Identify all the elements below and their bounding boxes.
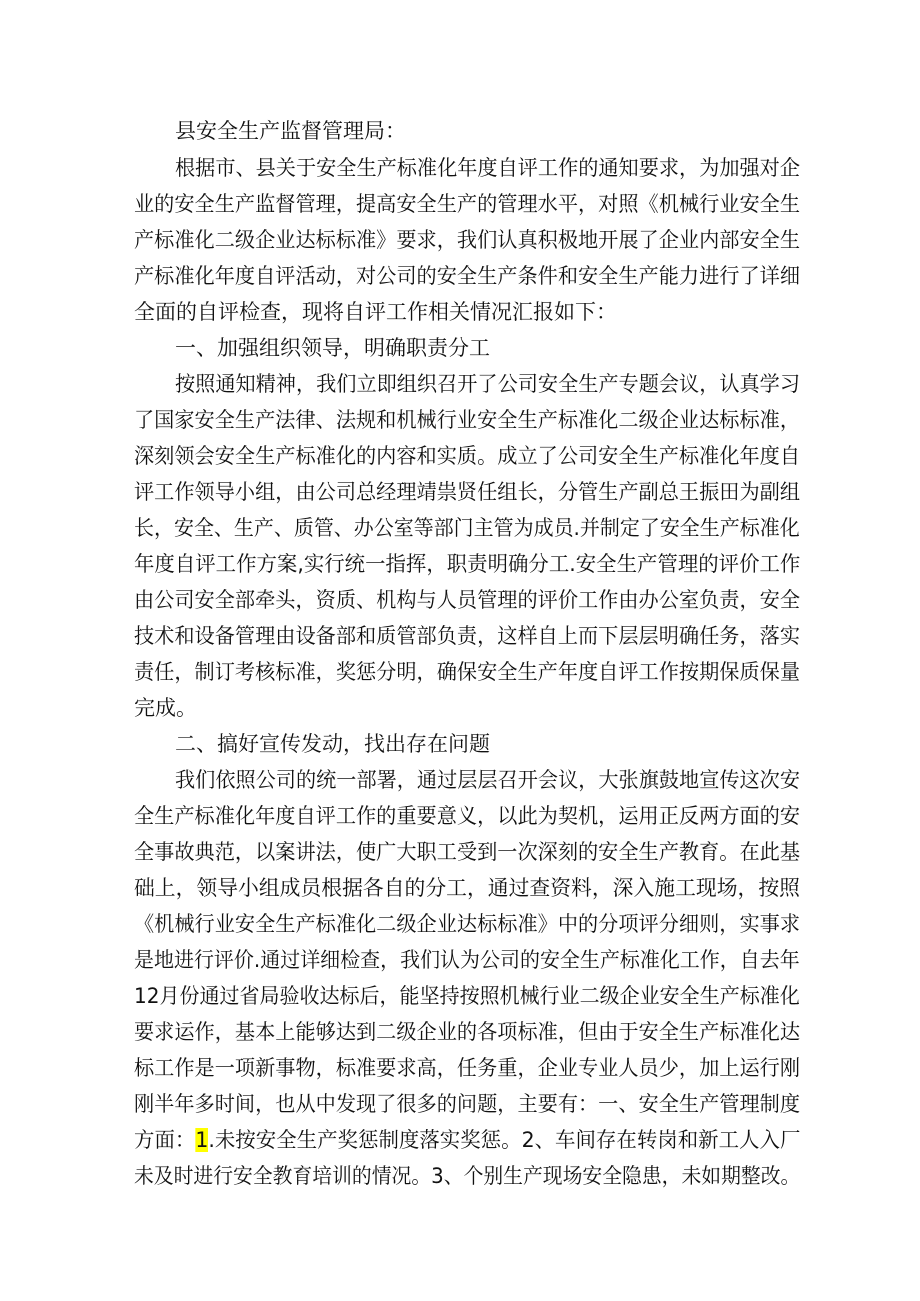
paragraph-line: 深刻领会安全生产标准化的内容和实质。成立了公司安全生产标准化年度自 (134, 444, 800, 468)
paragraph-line: 《机械行业安全生产标准化二级企业达标标准》中的分项评分细则，实事求 (134, 912, 800, 936)
paragraph-line: 产标准化年度自评活动，对公司的安全生产条件和安全生产能力进行了详细 (134, 264, 800, 288)
paragraph-line: 全事故典范，以案讲法，使广大职工受到一次深刻的安全生产教育。在此基 (134, 840, 800, 864)
paragraph-line: 我们依照公司的统一部署，通过层层召开会议，大张旗鼓地宣传这次安 (175, 768, 800, 792)
paragraph-line: 完成。 (134, 696, 197, 720)
paragraph-line: 按照通知精神，我们立即组织召开了公司安全生产专题会议，认真学习 (175, 372, 800, 396)
salutation: 县安全生产监督管理局： (175, 119, 406, 143)
section-heading-2: 二、搞好宣传发动，找出存在问题 (175, 732, 490, 756)
paragraph-line: 12月份通过省局验收达标后，能坚持按照机械行业二级企业安全生产标准化 (134, 984, 800, 1008)
paragraph-line: 全生产标准化年度自评工作的重要意义，以此为契机，运用正反两方面的安 (134, 804, 800, 828)
line-segment-before: 方面： (134, 1128, 196, 1152)
paragraph-line: 由公司安全部牵头，资质、机构与人员管理的评价工作由办公室负责，安全 (134, 588, 800, 612)
paragraph-line: 责任，制订考核标准，奖惩分明，确保安全生产年度自评工作按期保质保量 (134, 660, 800, 684)
paragraph-line: 刚半年多时间，也从中发现了很多的问题，主要有：一、安全生产管理制度 (134, 1092, 800, 1116)
line-segment-after: .未按安全生产奖惩制度落实奖惩。2、车间存在转岗和新工人入厂 (208, 1128, 801, 1152)
paragraph-line: 未及时进行安全教育培训的情况。3、个别生产现场安全隐患，未如期整改。 (134, 1164, 801, 1188)
paragraph-line: 标工作是一项新事物，标准要求高，任务重，企业专业人员少，加上运行刚 (134, 1056, 800, 1080)
highlighted-text: 1 (195, 1128, 209, 1152)
paragraph-line: 长，安全、生产、质管、办公室等部门主管为成员.并制定了安全生产标准化 (134, 516, 800, 540)
paragraph-line: 要求运作，基本上能够达到二级企业的各项标准，但由于安全生产标准化达 (134, 1020, 800, 1044)
paragraph-line: 根据市、县关于安全生产标准化年度自评工作的通知要求，为加强对企 (175, 156, 800, 180)
paragraph-line: 产标准化二级企业达标标准》要求，我们认真积极地开展了企业内部安全生 (134, 228, 800, 252)
paragraph-line-highlighted (134, 1123, 800, 1157)
paragraph-line: 年度自评工作方案,实行统一指挥，职责明确分工.安全生产管理的评价工作 (134, 552, 801, 576)
paragraph-line: 了国家安全生产法律、法规和机械行业安全生产标准化二级企业达标标准， (134, 408, 800, 432)
paragraph-line: 评工作领导小组，由公司总经理靖祟贤任组长，分管生产副总王振田为副组 (134, 480, 800, 504)
paragraph-line: 技术和设备管理由设备部和质管部负责，这样自上而下层层明确任务，落实 (134, 624, 800, 648)
section-heading-1: 一、加强组织领导，明确职责分工 (175, 336, 490, 360)
paragraph-line: 全面的自评检查，现将自评工作相关情况汇报如下： (134, 300, 617, 324)
paragraph-line: 业的安全生产监督管理，提高安全生产的管理水平，对照《机械行业安全生 (134, 192, 800, 216)
paragraph-line: 是地进行评价.通过详细检查，我们认为公司的安全生产标准化工作，自去年 (134, 948, 800, 972)
paragraph-line: 础上，领导小组成员根据各自的分工，通过查资料，深入施工现场，按照 (134, 876, 800, 900)
